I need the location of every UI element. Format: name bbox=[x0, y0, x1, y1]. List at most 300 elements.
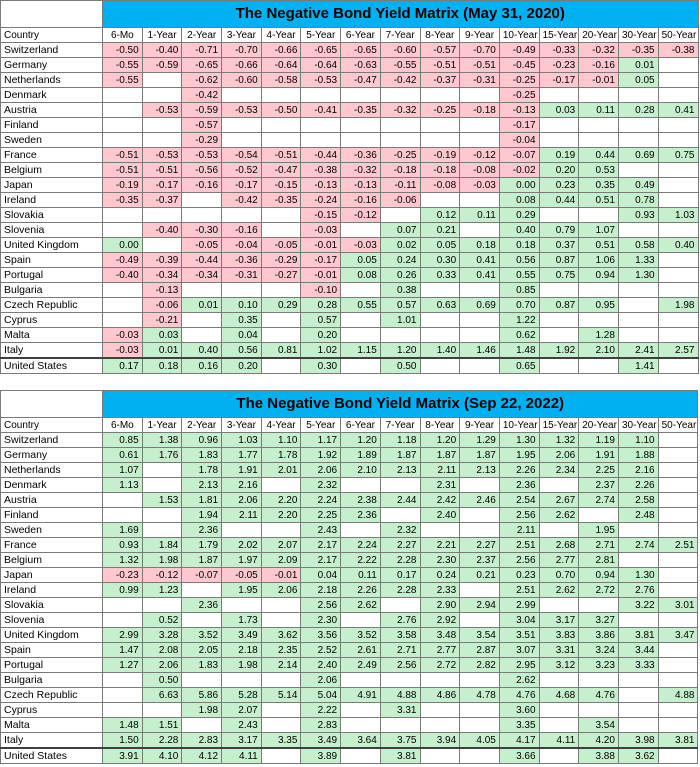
yield-cell bbox=[618, 283, 658, 298]
country-label: Portugal bbox=[1, 268, 103, 283]
yield-cell bbox=[261, 748, 301, 764]
yield-cell: -0.51 bbox=[103, 148, 143, 163]
yield-cell: -0.41 bbox=[301, 103, 341, 118]
yield-cell: -0.07 bbox=[499, 148, 539, 163]
yield-cell: 0.17 bbox=[103, 358, 143, 374]
column-header: 3-Year bbox=[222, 28, 262, 43]
yield-cell: 1.95 bbox=[222, 583, 262, 598]
table-row bbox=[1, 463, 698, 478]
yield-table bbox=[0, 390, 698, 764]
yield-cell: -0.56 bbox=[182, 163, 222, 178]
yield-cell: -0.51 bbox=[103, 163, 143, 178]
yield-cell: -0.34 bbox=[182, 268, 222, 283]
yield-cell: 2.76 bbox=[618, 583, 658, 598]
yield-cell: 4.12 bbox=[182, 748, 222, 764]
yield-cell bbox=[182, 673, 222, 688]
yield-cell bbox=[539, 748, 579, 764]
yield-cell: -0.31 bbox=[222, 268, 262, 283]
country-label: Denmark bbox=[1, 88, 103, 103]
yield-cell bbox=[539, 283, 579, 298]
table-row bbox=[1, 328, 699, 343]
column-header: 6-Mo bbox=[103, 28, 143, 43]
yield-cell: 2.54 bbox=[499, 493, 539, 508]
column-header: 8-Year bbox=[420, 28, 460, 43]
yield-cell: 4.11 bbox=[222, 748, 262, 764]
yield-cell bbox=[261, 358, 301, 374]
yield-cell: 3.23 bbox=[579, 658, 619, 673]
yield-cell: 0.79 bbox=[539, 223, 579, 238]
table-row bbox=[1, 238, 699, 253]
yield-cell: -0.12 bbox=[341, 208, 381, 223]
table-row bbox=[1, 598, 698, 613]
column-header: 9-Year bbox=[460, 418, 500, 433]
yield-cell: 2.11 bbox=[499, 523, 539, 538]
yield-table bbox=[0, 0, 699, 374]
yield-cell: -0.51 bbox=[261, 148, 301, 163]
yield-cell: 3.07 bbox=[499, 643, 539, 658]
table-row bbox=[1, 343, 699, 359]
yield-cell: -0.51 bbox=[460, 58, 500, 73]
yield-cell: 0.04 bbox=[222, 328, 262, 343]
yield-cell: 0.44 bbox=[579, 148, 619, 163]
yield-cell: 2.13 bbox=[380, 463, 420, 478]
yield-cell: 1.79 bbox=[182, 538, 222, 553]
country-label: Belgium bbox=[1, 163, 103, 178]
yield-cell: 3.31 bbox=[539, 643, 579, 658]
table-corner bbox=[1, 391, 103, 418]
yield-cell: -0.53 bbox=[142, 103, 182, 118]
yield-cell: -0.40 bbox=[142, 43, 182, 58]
yield-cell bbox=[261, 283, 301, 298]
yield-cell: 1.30 bbox=[618, 268, 658, 283]
yield-cell: 0.69 bbox=[460, 298, 500, 313]
yield-cell bbox=[460, 583, 500, 598]
yield-cell bbox=[539, 703, 579, 718]
yield-cell: -0.13 bbox=[142, 283, 182, 298]
yield-cell: 2.43 bbox=[222, 718, 262, 733]
yield-cell: 2.08 bbox=[142, 643, 182, 658]
country-label: Switzerland bbox=[1, 43, 103, 58]
yield-cell bbox=[420, 283, 460, 298]
yield-matrix-2022 bbox=[0, 390, 698, 764]
yield-cell bbox=[460, 88, 500, 103]
yield-cell bbox=[103, 688, 143, 703]
yield-cell: -0.54 bbox=[222, 148, 262, 163]
yield-cell: 0.16 bbox=[182, 358, 222, 374]
yield-cell: 2.87 bbox=[460, 643, 500, 658]
yield-cell: 0.50 bbox=[380, 358, 420, 374]
yield-cell: 1.20 bbox=[341, 433, 381, 448]
yield-cell bbox=[103, 283, 143, 298]
table-row bbox=[1, 43, 699, 58]
yield-cell: 2.10 bbox=[341, 463, 381, 478]
yield-cell: -0.03 bbox=[301, 223, 341, 238]
yield-cell: 0.01 bbox=[182, 298, 222, 313]
table-row bbox=[1, 448, 698, 463]
yield-cell bbox=[222, 673, 262, 688]
yield-cell: 2.25 bbox=[579, 463, 619, 478]
yield-cell bbox=[658, 133, 698, 148]
table-row bbox=[1, 118, 699, 133]
yield-cell: 1.38 bbox=[142, 433, 182, 448]
column-header: 7-Year bbox=[380, 28, 420, 43]
yield-cell: 0.58 bbox=[618, 238, 658, 253]
yield-cell: -0.59 bbox=[182, 103, 222, 118]
yield-cell: 1.83 bbox=[182, 658, 222, 673]
country-label: Bulgaria bbox=[1, 673, 103, 688]
yield-cell bbox=[658, 88, 698, 103]
yield-cell: 0.05 bbox=[341, 253, 381, 268]
yield-cell bbox=[658, 118, 698, 133]
table-row bbox=[1, 88, 699, 103]
yield-cell bbox=[103, 103, 143, 118]
yield-cell: 4.86 bbox=[420, 688, 460, 703]
yield-cell bbox=[420, 133, 460, 148]
yield-cell: -0.16 bbox=[579, 58, 619, 73]
table-row bbox=[1, 163, 699, 178]
column-header: 30-Year bbox=[618, 418, 658, 433]
yield-cell: 0.52 bbox=[142, 613, 182, 628]
yield-cell: 1.41 bbox=[618, 358, 658, 374]
yield-cell bbox=[103, 613, 143, 628]
yield-cell: 2.61 bbox=[341, 643, 381, 658]
column-header: 8-Year bbox=[420, 418, 460, 433]
table-row bbox=[1, 688, 698, 703]
column-header: 1-Year bbox=[142, 418, 182, 433]
country-label: Portugal bbox=[1, 658, 103, 673]
yield-cell: -0.29 bbox=[182, 133, 222, 148]
yield-cell: 1.69 bbox=[103, 523, 143, 538]
column-header: 2-Year bbox=[182, 418, 222, 433]
yield-cell: 0.11 bbox=[460, 208, 500, 223]
yield-cell: -0.05 bbox=[182, 238, 222, 253]
yield-cell: -0.18 bbox=[460, 103, 500, 118]
yield-cell: 1.84 bbox=[142, 538, 182, 553]
yield-cell: 0.18 bbox=[460, 238, 500, 253]
yield-cell: 1.28 bbox=[579, 328, 619, 343]
yield-cell: 4.88 bbox=[380, 688, 420, 703]
yield-cell bbox=[380, 88, 420, 103]
yield-cell: -0.12 bbox=[460, 148, 500, 163]
yield-cell: 0.01 bbox=[142, 343, 182, 359]
column-header: 50-Year bbox=[658, 418, 698, 433]
yield-cell: 2.24 bbox=[301, 493, 341, 508]
yield-cell: -0.34 bbox=[142, 268, 182, 283]
yield-cell: 0.62 bbox=[499, 328, 539, 343]
yield-cell: -0.45 bbox=[499, 58, 539, 73]
table-row bbox=[1, 208, 699, 223]
yield-cell: 0.17 bbox=[380, 568, 420, 583]
yield-cell bbox=[539, 133, 579, 148]
yield-cell: 1.06 bbox=[579, 253, 619, 268]
yield-cell: -0.03 bbox=[460, 178, 500, 193]
yield-cell: -0.25 bbox=[499, 88, 539, 103]
yield-cell: 1.87 bbox=[182, 553, 222, 568]
yield-cell: 2.06 bbox=[301, 463, 341, 478]
yield-cell: -0.32 bbox=[341, 163, 381, 178]
table-row bbox=[1, 733, 698, 749]
yield-cell: -0.38 bbox=[301, 163, 341, 178]
yield-cell: 2.25 bbox=[301, 508, 341, 523]
yield-cell bbox=[658, 643, 698, 658]
yield-cell: 3.60 bbox=[499, 703, 539, 718]
yield-cell: 2.51 bbox=[499, 583, 539, 598]
yield-cell: 2.07 bbox=[222, 703, 262, 718]
yield-cell bbox=[341, 328, 381, 343]
yield-cell bbox=[658, 553, 698, 568]
yield-cell: 3.94 bbox=[420, 733, 460, 749]
yield-cell: 0.20 bbox=[539, 163, 579, 178]
yield-cell: 3.52 bbox=[182, 628, 222, 643]
yield-cell: 1.23 bbox=[142, 583, 182, 598]
yield-cell bbox=[301, 133, 341, 148]
country-label: Sweden bbox=[1, 523, 103, 538]
yield-cell bbox=[341, 88, 381, 103]
yield-cell: 2.44 bbox=[380, 493, 420, 508]
yield-cell: 2.22 bbox=[301, 703, 341, 718]
yield-cell: 0.38 bbox=[380, 283, 420, 298]
yield-cell bbox=[182, 193, 222, 208]
yield-cell: 1.98 bbox=[142, 553, 182, 568]
yield-cell: -0.30 bbox=[182, 223, 222, 238]
table-row bbox=[1, 268, 699, 283]
yield-cell bbox=[380, 208, 420, 223]
yield-cell: 3.81 bbox=[658, 733, 698, 749]
yield-cell: 3.22 bbox=[618, 598, 658, 613]
yield-cell bbox=[142, 133, 182, 148]
yield-cell: 2.82 bbox=[460, 658, 500, 673]
yield-cell: 0.95 bbox=[579, 298, 619, 313]
yield-cell: 0.11 bbox=[341, 568, 381, 583]
yield-cell bbox=[103, 703, 143, 718]
yield-cell: 2.94 bbox=[460, 598, 500, 613]
country-label: Italy bbox=[1, 733, 103, 749]
yield-cell bbox=[618, 328, 658, 343]
yield-cell: -0.50 bbox=[103, 43, 143, 58]
yield-cell: 2.62 bbox=[499, 673, 539, 688]
yield-cell: 2.37 bbox=[460, 553, 500, 568]
yield-cell: -0.03 bbox=[103, 343, 143, 359]
yield-cell: -0.19 bbox=[420, 148, 460, 163]
yield-cell: 0.28 bbox=[618, 103, 658, 118]
yield-cell: 2.57 bbox=[658, 343, 698, 359]
yield-cell bbox=[658, 463, 698, 478]
yield-cell: 0.70 bbox=[539, 568, 579, 583]
yield-cell: 0.81 bbox=[261, 343, 301, 359]
yield-cell: -0.60 bbox=[222, 73, 262, 88]
table-row bbox=[1, 283, 699, 298]
yield-cell: 2.43 bbox=[301, 523, 341, 538]
column-header: 20-Year bbox=[579, 418, 619, 433]
yield-cell bbox=[618, 133, 658, 148]
yield-cell: 0.30 bbox=[301, 358, 341, 374]
yield-cell bbox=[420, 193, 460, 208]
yield-cell: 3.17 bbox=[222, 733, 262, 749]
yield-cell: 3.35 bbox=[261, 733, 301, 749]
yield-cell bbox=[658, 748, 698, 764]
yield-cell bbox=[261, 328, 301, 343]
yield-cell bbox=[182, 328, 222, 343]
table-row bbox=[1, 103, 699, 118]
yield-cell: 3.62 bbox=[261, 628, 301, 643]
yield-cell bbox=[380, 508, 420, 523]
yield-cell: 0.19 bbox=[539, 148, 579, 163]
yield-cell: 2.36 bbox=[182, 598, 222, 613]
yield-cell bbox=[658, 673, 698, 688]
yield-cell: 0.29 bbox=[261, 298, 301, 313]
yield-cell: -0.06 bbox=[380, 193, 420, 208]
yield-cell: 2.62 bbox=[539, 508, 579, 523]
table-row bbox=[1, 703, 698, 718]
yield-cell: -0.37 bbox=[142, 193, 182, 208]
yield-cell: -0.60 bbox=[380, 43, 420, 58]
yield-cell: -0.01 bbox=[261, 568, 301, 583]
country-label: Belgium bbox=[1, 553, 103, 568]
yield-cell bbox=[341, 673, 381, 688]
yield-cell bbox=[103, 223, 143, 238]
yield-cell: 6.63 bbox=[142, 688, 182, 703]
yield-cell: 2.71 bbox=[579, 538, 619, 553]
yield-cell: -0.55 bbox=[103, 58, 143, 73]
yield-cell: 5.86 bbox=[182, 688, 222, 703]
table-row bbox=[1, 133, 699, 148]
yield-cell: 3.47 bbox=[658, 628, 698, 643]
yield-cell: 2.26 bbox=[341, 583, 381, 598]
yield-cell bbox=[103, 673, 143, 688]
yield-cell: 1.07 bbox=[579, 223, 619, 238]
yield-cell: 0.37 bbox=[539, 238, 579, 253]
yield-cell: -0.36 bbox=[341, 148, 381, 163]
yield-cell: 3.83 bbox=[539, 628, 579, 643]
yield-cell bbox=[341, 478, 381, 493]
yield-cell: 1.02 bbox=[301, 343, 341, 359]
yield-cell: 2.41 bbox=[618, 343, 658, 359]
yield-cell: 0.56 bbox=[222, 343, 262, 359]
yield-cell: -0.25 bbox=[420, 103, 460, 118]
yield-cell bbox=[261, 223, 301, 238]
yield-cell: 2.06 bbox=[261, 583, 301, 598]
yield-cell: -0.70 bbox=[222, 43, 262, 58]
yield-cell: 1.40 bbox=[420, 343, 460, 359]
yield-cell bbox=[142, 703, 182, 718]
column-header: 50-Year bbox=[658, 28, 698, 43]
yield-cell bbox=[579, 133, 619, 148]
yield-cell: 2.22 bbox=[341, 553, 381, 568]
yield-cell: 0.00 bbox=[103, 238, 143, 253]
country-label: Ireland bbox=[1, 193, 103, 208]
yield-cell: 3.56 bbox=[301, 628, 341, 643]
yield-cell: 2.26 bbox=[499, 463, 539, 478]
yield-cell: 1.18 bbox=[380, 433, 420, 448]
yield-cell bbox=[579, 358, 619, 374]
yield-cell: 0.57 bbox=[380, 298, 420, 313]
yield-cell: -0.42 bbox=[182, 88, 222, 103]
yield-cell: -0.04 bbox=[499, 133, 539, 148]
yield-cell: 2.20 bbox=[261, 493, 301, 508]
yield-cell bbox=[222, 283, 262, 298]
yield-cell bbox=[380, 718, 420, 733]
column-header: 4-Year bbox=[261, 28, 301, 43]
yield-cell: -0.44 bbox=[182, 253, 222, 268]
yield-cell: 0.85 bbox=[103, 433, 143, 448]
yield-cell: 1.87 bbox=[460, 448, 500, 463]
yield-cell: -0.16 bbox=[222, 223, 262, 238]
yield-cell bbox=[658, 478, 698, 493]
yield-cell: 4.91 bbox=[341, 688, 381, 703]
column-header: 9-Year bbox=[460, 28, 500, 43]
yield-cell bbox=[658, 283, 698, 298]
column-header: 15-Year bbox=[539, 28, 579, 43]
yield-cell: 1.95 bbox=[579, 523, 619, 538]
yield-cell: 0.18 bbox=[499, 238, 539, 253]
yield-cell: 1.89 bbox=[341, 448, 381, 463]
yield-cell bbox=[182, 583, 222, 598]
yield-cell: 3.49 bbox=[222, 628, 262, 643]
yield-cell bbox=[142, 208, 182, 223]
yield-cell: 2.27 bbox=[460, 538, 500, 553]
yield-cell bbox=[420, 718, 460, 733]
yield-cell: 1.92 bbox=[301, 448, 341, 463]
yield-cell: 0.23 bbox=[539, 178, 579, 193]
yield-cell: 3.66 bbox=[499, 748, 539, 764]
yield-cell: 2.92 bbox=[420, 613, 460, 628]
yield-cell: 3.52 bbox=[341, 628, 381, 643]
yield-cell: -0.47 bbox=[261, 163, 301, 178]
yield-cell: 3.51 bbox=[499, 628, 539, 643]
country-label: Finland bbox=[1, 118, 103, 133]
column-header: 4-Year bbox=[261, 418, 301, 433]
yield-cell bbox=[420, 328, 460, 343]
yield-cell: 1.03 bbox=[222, 433, 262, 448]
yield-cell bbox=[658, 328, 698, 343]
yield-cell bbox=[460, 673, 500, 688]
yield-cell bbox=[261, 703, 301, 718]
yield-cell: -0.44 bbox=[301, 148, 341, 163]
column-header: 15-Year bbox=[539, 418, 579, 433]
yield-cell: -0.19 bbox=[103, 178, 143, 193]
yield-cell: 0.51 bbox=[579, 193, 619, 208]
yield-cell bbox=[658, 178, 698, 193]
yield-cell: 1.07 bbox=[103, 463, 143, 478]
yield-cell bbox=[142, 88, 182, 103]
yield-cell bbox=[539, 88, 579, 103]
table-row bbox=[1, 313, 699, 328]
yield-cell: 1.01 bbox=[380, 313, 420, 328]
yield-cell bbox=[579, 88, 619, 103]
yield-cell bbox=[420, 358, 460, 374]
yield-cell: -0.64 bbox=[261, 58, 301, 73]
yield-cell: -0.03 bbox=[341, 238, 381, 253]
yield-cell bbox=[341, 703, 381, 718]
yield-cell: 0.29 bbox=[499, 208, 539, 223]
yield-cell: 2.06 bbox=[222, 493, 262, 508]
country-label: Japan bbox=[1, 568, 103, 583]
yield-cell: 1.29 bbox=[460, 433, 500, 448]
yield-cell: 2.26 bbox=[618, 478, 658, 493]
yield-cell: -0.51 bbox=[420, 58, 460, 73]
yield-cell: 0.18 bbox=[142, 358, 182, 374]
yield-cell: -0.05 bbox=[261, 238, 301, 253]
country-label: United States bbox=[1, 748, 103, 764]
yield-cell: 3.35 bbox=[499, 718, 539, 733]
country-label: Czech Republic bbox=[1, 298, 103, 313]
yield-cell: 0.41 bbox=[460, 268, 500, 283]
yield-cell: -0.35 bbox=[341, 103, 381, 118]
yield-cell: 0.12 bbox=[420, 208, 460, 223]
yield-cell: -0.17 bbox=[301, 253, 341, 268]
yield-cell: 2.16 bbox=[222, 478, 262, 493]
yield-cell: 2.56 bbox=[499, 553, 539, 568]
